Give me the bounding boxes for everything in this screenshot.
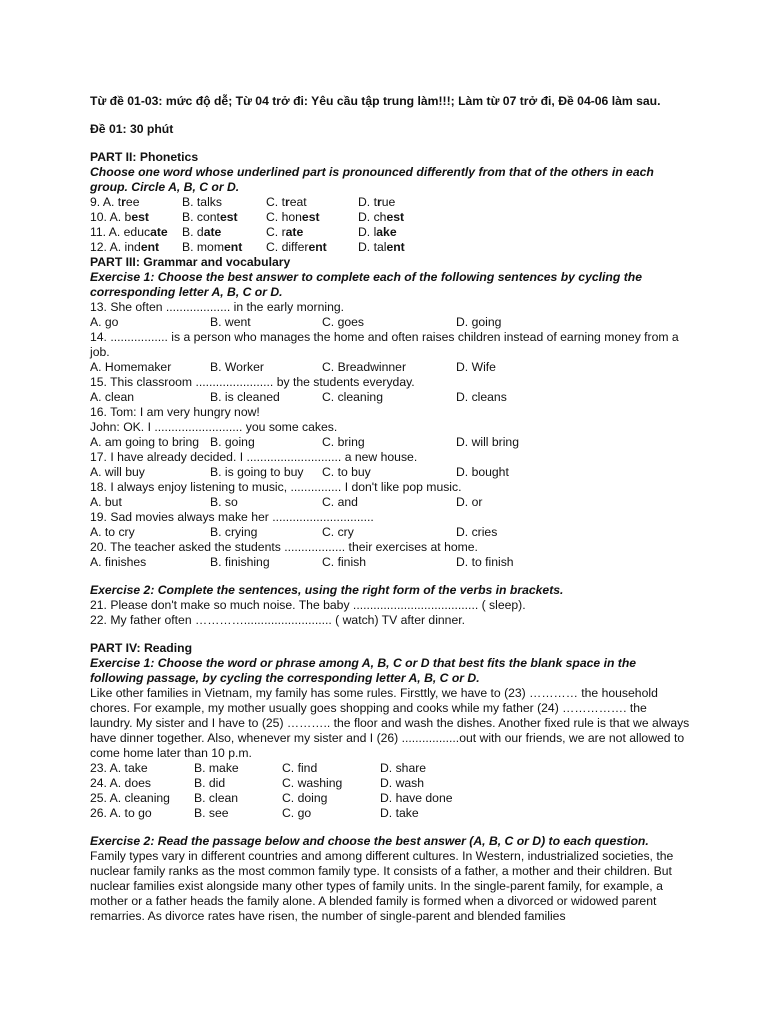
answer-option: B. Worker bbox=[210, 360, 264, 374]
answer-option: 25. A. cleaning bbox=[90, 791, 170, 805]
answer-row bbox=[90, 791, 690, 806]
question-stem: 18. I always enjoy listening to music, ............... I don't like pop music. bbox=[90, 480, 462, 494]
answer-option: B. going bbox=[210, 435, 255, 449]
answer-option: D. wash bbox=[380, 776, 425, 790]
answer-row bbox=[90, 761, 690, 776]
phonetics-instruction: Choose one word whose underlined part is pronounced differently from that of the others in each group. Circle A, B, C or D. bbox=[90, 165, 654, 194]
answer-option: B. clean bbox=[194, 791, 239, 805]
answer-row bbox=[90, 555, 690, 570]
answer-row bbox=[90, 465, 690, 480]
answer-option: B. went bbox=[210, 315, 251, 329]
answer-row bbox=[90, 806, 690, 821]
grammar-ex2-instruction: Exercise 2: Complete the sentences, using the right form of the verbs in brackets. bbox=[90, 583, 564, 597]
answer-option: 24. A. does bbox=[90, 776, 151, 790]
underlined-part: est bbox=[386, 210, 405, 224]
answer-option bbox=[182, 240, 242, 255]
answer-option: B. see bbox=[194, 806, 229, 820]
answer-option: B. so bbox=[210, 495, 238, 509]
answer-option: 23. A. take bbox=[90, 761, 148, 775]
underlined-part: r bbox=[376, 195, 382, 209]
answer-option: D. going bbox=[456, 315, 502, 329]
option-text: 9. A. t bbox=[90, 195, 122, 209]
answer-option: D. cleans bbox=[456, 390, 507, 404]
option-text: eat bbox=[289, 195, 307, 209]
option-text: D. tal bbox=[358, 240, 387, 254]
answer-option: C. Breadwinner bbox=[322, 360, 406, 374]
underlined-part: ent bbox=[386, 240, 405, 254]
reading-passage: Like other families in Vietnam, my family has some rules. Firsttly, we have to (23) ………… the household chores. For example, my mother usually goes shopping and cooks while my father (24) ……………. the laundry. My sister and I have to (25) ……….. the floor and wash the dishes. Another fixed rule is that we always have dinner together. Also, whenever my sister and I (26) .................out with our friends, we are not allowed to come home later than 10 p.m. bbox=[90, 686, 690, 760]
answer-option bbox=[90, 225, 168, 240]
answer-row bbox=[90, 360, 690, 375]
answer-row bbox=[90, 495, 690, 510]
grammar-questions bbox=[90, 300, 690, 570]
answer-option: C. finish bbox=[322, 555, 367, 569]
answer-option: D. or bbox=[456, 495, 483, 509]
option-text: 12. A. ind bbox=[90, 240, 141, 254]
answer-option: A. go bbox=[90, 315, 119, 329]
answer-option: A. to cry bbox=[90, 525, 135, 539]
phonetics-question bbox=[90, 225, 690, 240]
answer-option: C. doing bbox=[282, 791, 328, 805]
answer-option: A. Homemaker bbox=[90, 360, 172, 374]
phonetics-heading: PART II: Phonetics bbox=[90, 150, 199, 164]
header-instructions: Từ đề 01-03: mức độ dễ; Từ 04 trở đi: Yêu cầu tập trung làm!!!; Làm từ 07 trở đi, Đề 04-06 làm sau. bbox=[90, 94, 661, 108]
answer-option bbox=[266, 240, 327, 255]
option-text: C. differ bbox=[266, 240, 309, 254]
answer-option: C. find bbox=[282, 761, 318, 775]
answer-option: C. washing bbox=[282, 776, 343, 790]
underlined-part: ent bbox=[308, 240, 327, 254]
answer-option: A. clean bbox=[90, 390, 135, 404]
question-stem: 20. The teacher asked the students .................. their exercises at home. bbox=[90, 540, 478, 554]
answer-option: C. bring bbox=[322, 435, 365, 449]
phonetics-questions bbox=[90, 195, 690, 255]
option-text: B. t bbox=[182, 195, 201, 209]
grammar-heading: PART III: Grammar and vocabulary bbox=[90, 255, 291, 269]
answer-option: 26. A. to go bbox=[90, 806, 152, 820]
underlined-part: ate bbox=[285, 225, 304, 239]
answer-option bbox=[90, 195, 139, 210]
answer-option bbox=[358, 210, 404, 225]
answer-option bbox=[182, 210, 238, 225]
test-title: Đề 01: 30 phút bbox=[90, 122, 174, 136]
answer-option: C. cry bbox=[322, 525, 354, 539]
option-text: D. ch bbox=[358, 210, 387, 224]
answer-option: C. go bbox=[282, 806, 312, 820]
answer-option: D. to finish bbox=[456, 555, 514, 569]
answer-option bbox=[182, 195, 222, 210]
question-stem: 19. Sad movies always make her .............................. bbox=[90, 510, 374, 524]
answer-option: B. make bbox=[194, 761, 239, 775]
underlined-part: r bbox=[121, 195, 126, 209]
question-stem: John: OK. I .......................... you some cakes. bbox=[90, 420, 338, 434]
answer-option: B. did bbox=[194, 776, 226, 790]
answer-option: D. share bbox=[380, 761, 427, 775]
underlined-part: ent bbox=[140, 240, 160, 254]
underlined-part: est bbox=[219, 210, 238, 224]
underlined-part: ate bbox=[203, 225, 222, 239]
underlined-part: r bbox=[284, 195, 290, 209]
answer-option: A. will buy bbox=[90, 465, 145, 479]
grammar-ex2-item: 22. My father often ………….......................... ( watch) TV after dinner. bbox=[90, 613, 466, 627]
answer-option bbox=[266, 225, 303, 240]
question-stem: 15. This classroom ....................... by the students everyday. bbox=[90, 375, 415, 389]
underlined-part: ent bbox=[223, 240, 243, 254]
reading-questions bbox=[90, 761, 690, 821]
option-text: B. cont bbox=[182, 210, 220, 224]
reading-ex1-instruction: Exercise 1: Choose the word or phrase among A, B, C or D that best fits the blank space in the following passage, by cycling the corresponding letter A, B, C or D. bbox=[90, 656, 637, 685]
answer-row bbox=[90, 435, 690, 450]
answer-row bbox=[90, 525, 690, 540]
option-text: ee bbox=[125, 195, 140, 209]
answer-option: A. finishes bbox=[90, 555, 147, 569]
answer-option: B. crying bbox=[210, 525, 258, 539]
answer-option: D. have done bbox=[380, 791, 453, 805]
reading-heading: PART IV: Reading bbox=[90, 641, 193, 655]
underlined-part: est bbox=[301, 210, 320, 224]
option-text: 11. A. educ bbox=[90, 225, 151, 239]
option-text: C. t bbox=[266, 195, 285, 209]
grammar-ex2-item: 21. Please don't make so much noise. The baby ..................................... ( sleep). bbox=[90, 598, 526, 612]
option-text: C. hon bbox=[266, 210, 302, 224]
document-page bbox=[90, 94, 690, 924]
underlined-part: ake bbox=[376, 225, 397, 239]
option-text: ue bbox=[381, 195, 396, 209]
underlined-part: ate bbox=[150, 225, 168, 239]
answer-option: D. take bbox=[380, 806, 419, 820]
answer-row bbox=[90, 315, 690, 330]
answer-option bbox=[266, 210, 320, 225]
answer-option bbox=[266, 195, 307, 210]
answer-option bbox=[358, 195, 395, 210]
answer-option: D. will bring bbox=[456, 435, 519, 449]
answer-option: D. cries bbox=[456, 525, 498, 539]
phonetics-question bbox=[90, 210, 690, 225]
question-stem: 16. Tom: I am very hungry now! bbox=[90, 405, 260, 419]
answer-option bbox=[90, 240, 159, 255]
phonetics-question bbox=[90, 195, 690, 210]
phonetics-question bbox=[90, 240, 690, 255]
answer-option: C. and bbox=[322, 495, 358, 509]
option-text: C. r bbox=[266, 225, 286, 239]
underlined-part: est bbox=[131, 210, 149, 224]
answer-option: C. cleaning bbox=[322, 390, 383, 404]
answer-option: A. am going to bring bbox=[90, 435, 200, 449]
answer-option bbox=[182, 225, 221, 240]
question-stem: 17. I have already decided. I ............................ a new house. bbox=[90, 450, 418, 464]
question-stem: 13. She often ................... in the early morning. bbox=[90, 300, 345, 314]
option-text: B. d bbox=[182, 225, 204, 239]
answer-option: A. but bbox=[90, 495, 122, 509]
answer-row bbox=[90, 390, 690, 405]
answer-option: D. bought bbox=[456, 465, 509, 479]
answer-option bbox=[90, 210, 149, 225]
answer-option: D. Wife bbox=[456, 360, 496, 374]
option-text: 10. A. b bbox=[90, 210, 132, 224]
option-text: alks bbox=[200, 195, 222, 209]
answer-option: C. goes bbox=[322, 315, 365, 329]
option-text: D. l bbox=[358, 225, 377, 239]
grammar-ex1-instruction: Exercise 1: Choose the best answer to complete each of the following sentences by cycling the corresponding letter A, B, C or D. bbox=[90, 270, 642, 299]
question-stem: 14. ................. is a person who manages the home and often raises children instead of earning money from a job. bbox=[90, 330, 679, 359]
answer-option bbox=[358, 240, 405, 255]
answer-option bbox=[358, 225, 397, 240]
answer-option: C. to buy bbox=[322, 465, 371, 479]
answer-option: B. finishing bbox=[210, 555, 270, 569]
option-text: D. t bbox=[358, 195, 377, 209]
answer-option: B. is going to buy bbox=[210, 465, 304, 479]
reading-ex2-passage: Family types vary in different countries and among different cultures. In Western, industrialized societies, the nuclear family ranks as the most common family type. It consists of a father, a mother and their children. But nuclear families exist alongside many other types of family units. In the single-parent family, for example, a mother or a father heads the family alone. A blended family is formed when a divorced or widowed parent remarries. As divorce rates have risen, the number of single-parent and blended families bbox=[90, 849, 674, 923]
answer-option: B. is cleaned bbox=[210, 390, 280, 404]
reading-ex2-instruction: Exercise 2: Read the passage below and choose the best answer (A, B, C or D) to each question. bbox=[90, 834, 649, 848]
option-text: B. mom bbox=[182, 240, 224, 254]
answer-row bbox=[90, 776, 690, 791]
